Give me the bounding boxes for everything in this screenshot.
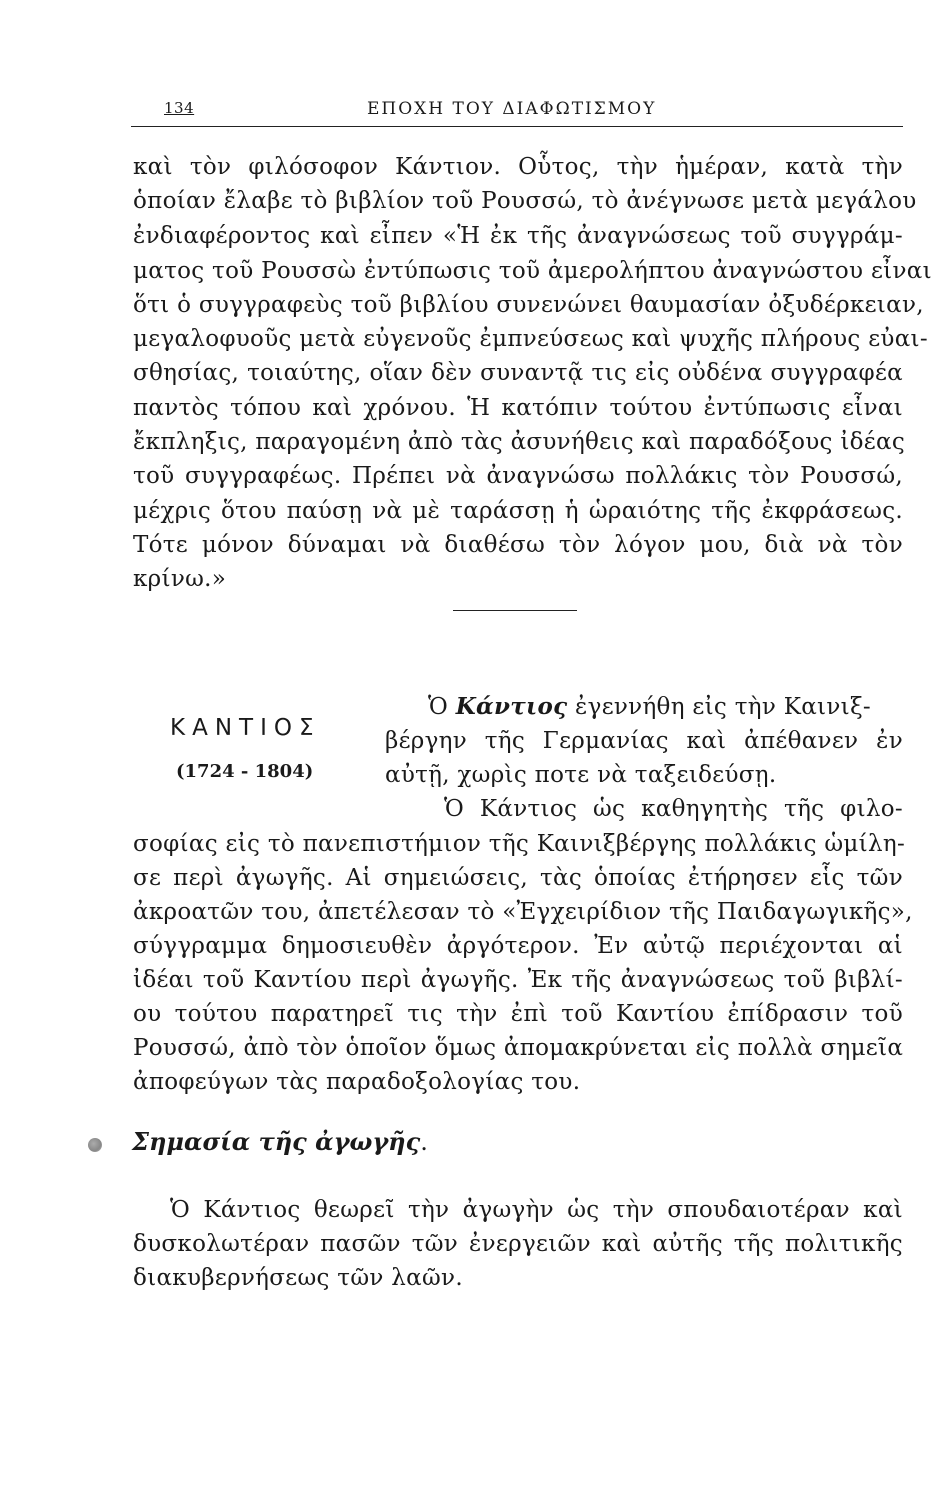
text-line: Ὁ Κάντιος ὡς καθηγητὴς τῆς φιλο- [444, 796, 903, 822]
page-header [131, 96, 903, 127]
text-line: Ρουσσώ, ἀπὸ τὸν ὁποῖον ὅμως ἀπομακρύνεται εἰς πολλὰ σημεῖα [133, 1035, 904, 1061]
text-line: καὶ τὸν φιλόσοφον Κάντιον. Οὗτος, τὴν ἡμέραν, κατὰ τὴν [133, 154, 903, 180]
text-line: σε περὶ ἀγωγῆς. Αἱ σημειώσεις, τὰς ὁποίας ἐτήρησεν εἷς τῶν [133, 865, 903, 891]
sidebar-dates: (1724 - 1804) [176, 761, 314, 782]
text-line: ἔκπληξις, παραγομένη ἀπὸ τὰς ἀσυνήθεις καὶ παραδόξους ἰδέας [133, 429, 906, 455]
section-heading [132, 1127, 428, 1156]
section-divider [453, 610, 577, 611]
page-number: 134 [164, 99, 195, 117]
text-line: ὅτι ὁ συγγραφεὺς τοῦ βιβλίου συνενώνει θαυμασίαν ὀξυδέρκειαν, [133, 292, 924, 318]
text-line: Τότε μόνον δύναμαι νὰ διαθέσω τὸν λόγον μου, διὰ νὰ τὸν [133, 532, 903, 558]
text-line: σύγγραμμα δημοσιευθὲν ἀργότερον. Ἐν αὐτῷ περιέχονται αἱ [133, 933, 903, 959]
text-line: αὐτῇ, χωρὶς ποτε νὰ ταξειδεύσῃ. [385, 762, 777, 788]
text-fragment: Ὁ [428, 694, 456, 720]
text-line: μεγαλοφυοῦς μετὰ εὐγενοῦς ἐμπνεύσεως καὶ ψυχῆς πλήρους εὐαι- [133, 326, 928, 352]
text-line: Ὁ Κάντιος θεωρεῖ τὴν ἀγωγὴν ὡς τὴν σπουδαιοτέραν καὶ [170, 1197, 903, 1223]
text-line: μέχρις ὅτου παύσῃ νὰ μὲ ταράσσῃ ἡ ὡραιότης τῆς ἐκφράσεως. [133, 498, 903, 524]
text-line: σθησίας, τοιαύτης, οἵαν δὲν συναντᾷ τις εἰς οὐδένα συγγραφέα [133, 360, 903, 386]
text-line: δυσκολωτέραν πασῶν τῶν ἐνεργειῶν καὶ αὐτῆς τῆς πολιτικῆς [133, 1231, 903, 1257]
text-line: τοῦ συγγραφέως. Πρέπει νὰ ἀναγνώσω πολλάκις τὸν Ρουσσώ, [133, 463, 903, 489]
text-line: παντὸς τόπου καὶ χρόνου. Ἡ κατόπιν τούτου ἐντύπωσις εἶναι [133, 395, 903, 421]
text-line: ἰδέαι τοῦ Καντίου περὶ ἀγωγῆς. Ἐκ τῆς ἀναγνώσεως τοῦ βιβλί- [133, 967, 903, 993]
text-line: ἀποφεύγων τὰς παραδοξολογίας του. [133, 1069, 581, 1095]
text-line: ου τούτου παρατηρεῖ τις τὴν ἐπὶ τοῦ Καντίου ἐπίδρασιν τοῦ [133, 1001, 903, 1027]
text-line: διακυβερνήσεως τῶν λαῶν. [133, 1265, 463, 1291]
kantios-name: Κάντιος [455, 693, 568, 720]
text-line: ματος τοῦ Ρουσσὼ ἐντύπωσις τοῦ ἀμερολήπτου ἀναγνώστου εἶναι [133, 258, 932, 284]
running-title: ΕΠΟΧΗ ΤΟΥ ΔΙΑΦΩΤΙΣΜΟΥ [367, 99, 657, 119]
sidebar-title: ΚΑΝΤΙΟΣ [170, 715, 321, 741]
text-line: σοφίας εἰς τὸ πανεπιστήμιον τῆς Καινιξβέργης πολλάκις ὡμίλη- [133, 831, 906, 857]
text-line: βέργην τῆς Γερμανίας καὶ ἀπέθανεν ἐν [385, 728, 903, 754]
text-line: ἀκροατῶν του, ἀπετέλεσαν τὸ «Ἐγχειρίδιον τῆς Παιδαγωγικῆς», [133, 899, 913, 925]
text-fragment: ἐγεννήθη εἰς τὴν Καινιξ- [567, 694, 871, 720]
section-heading-period: . [420, 1128, 428, 1156]
text-line: ὁποίαν ἔλαβε τὸ βιβλίον τοῦ Ρουσσώ, τὸ ἀνέγνωσε μετὰ μεγάλου [133, 188, 917, 214]
bullet-icon [88, 1138, 102, 1152]
text-line: κρίνω.» [133, 566, 227, 592]
text-line: ἐνδιαφέροντος καὶ εἶπεν «Ἡ ἐκ τῆς ἀναγνώσεως τοῦ συγγράμ- [133, 223, 903, 249]
text-line [428, 690, 871, 724]
section-heading-text: Σημασία τῆς ἀγωγῆς [132, 1127, 421, 1156]
